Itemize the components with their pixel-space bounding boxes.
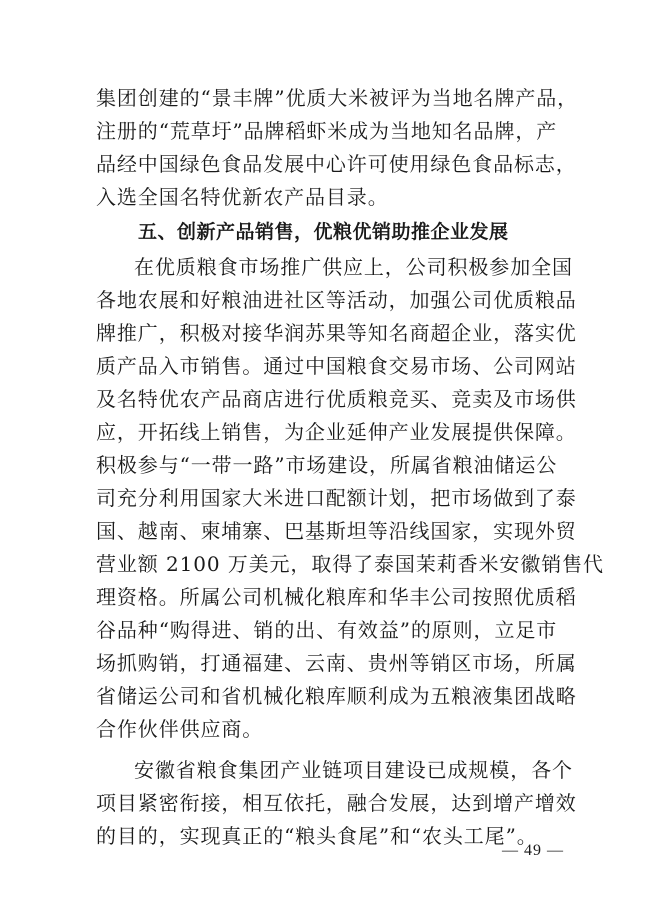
paragraph-2-line: 场抓购销，打通福建、云南、贵州等销区市场，所属 (96, 651, 577, 675)
paragraph-2-line: 在优质粮食市场推广供应上，公司积极参加全国 (134, 255, 573, 279)
paragraph-2-line: 质产品入市销售。通过中国粮食交易市场、公司网站 (96, 354, 577, 378)
paragraph-2-line: 积极参与“一带一路”市场建设，所属省粮油储运公 (96, 453, 558, 477)
paragraph-1-line: 品经中国绿色食品发展中心许可使用绿色食品标志， (96, 152, 577, 176)
paragraph-2-line: 应，开拓线上销售，为企业延伸产业发展提供保障。 (96, 420, 577, 444)
paragraph-1-line: 注册的“荒草圩”品牌稻虾米成为当地知名品牌，产 (96, 119, 558, 143)
paragraph-1-line: 入选全国名特优新农产品目录。 (96, 185, 389, 209)
paragraph-2-line: 谷品种“购得进、销的出、有效益”的原则，立足市 (96, 618, 558, 642)
paragraph-2-line: 司充分利用国家大米进口配额计划，把市场做到了泰 (96, 486, 577, 510)
paragraph-2-line: 省储运公司和省机械化粮库顺利成为五粮液集团战略 (96, 684, 577, 708)
paragraph-2-line: 及名特优农产品商店进行优质粮竞买、竞卖及市场供 (96, 387, 577, 411)
paragraph-2 (96, 251, 604, 746)
paragraph-1-line: 集团创建的“景丰牌”优质大米被评为当地名牌产品， (96, 86, 579, 110)
section-heading: 五、创新产品销售，优粮优销助推企业发展 (138, 221, 509, 243)
paragraph-2-line: 合作伙伴供应商。 (96, 717, 264, 741)
paragraph-1 (96, 82, 579, 214)
page-number: — 49 — (502, 842, 564, 859)
paragraph-2-line: 国、越南、柬埔寨、巴基斯坦等沿线国家，实现外贸 (96, 519, 577, 543)
paragraph-2-line: 牌推广，积极对接华润苏果等知名商超企业，落实优 (96, 321, 577, 345)
paragraph-3-line: 项目紧密衔接，相互依托，融合发展，达到增产增效 (96, 791, 577, 815)
paragraph-2-line: 理资格。所属公司机械化粮库和华丰公司按照优质稻 (96, 585, 577, 609)
paragraph-2-line: 各地农展和好粮油进社区等活动，加强公司优质粮品 (96, 288, 577, 312)
paragraph-3-line: 安徽省粮食集团产业链项目建设已成规模，各个 (134, 758, 573, 782)
paragraph-2-line: 营业额 2100 万美元，取得了泰国茉莉香米安徽销售代 (96, 552, 604, 576)
paragraph-3 (96, 754, 577, 853)
paragraph-3-line: 的目的，实现真正的“粮头食尾”和“农头工尾”。 (96, 824, 538, 848)
document-page (96, 82, 604, 853)
